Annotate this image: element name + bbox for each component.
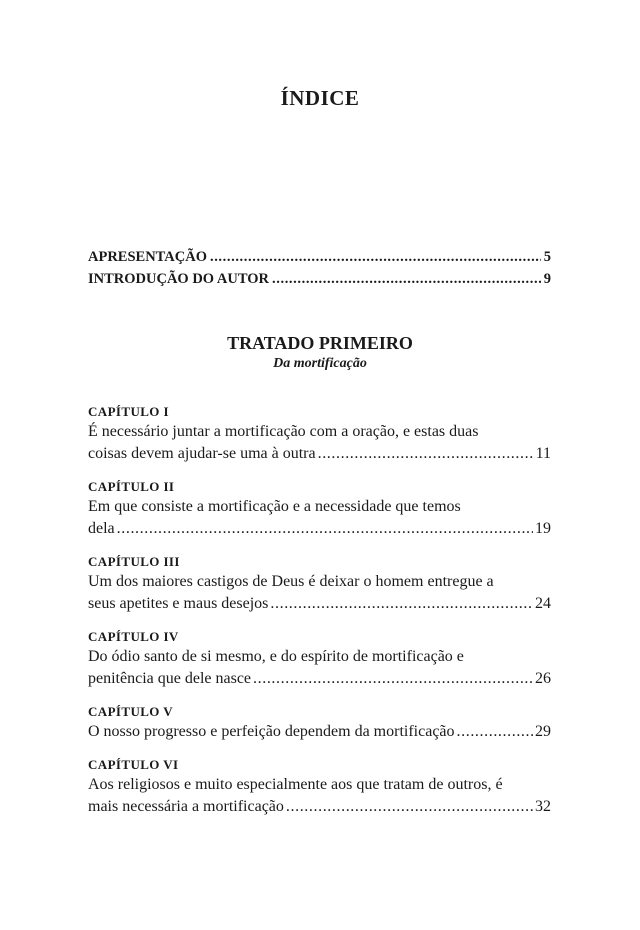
toc-entry-label: INTRODUÇÃO DO AUTOR xyxy=(88,271,270,287)
toc-page-number: 5 xyxy=(543,249,551,265)
chapter-title-line: coisas devem ajudar-se uma à outra xyxy=(88,445,316,462)
chapter-title-last-line xyxy=(88,443,551,465)
chapter-entry-3[interactable] xyxy=(88,552,551,615)
toc-entry-introducao[interactable] xyxy=(88,268,551,290)
page-title: ÍNDICE xyxy=(280,86,360,110)
chapter-title xyxy=(88,721,551,743)
chapter-title-line: É necessário juntar a mortificação com a oração, e estas duas xyxy=(88,423,479,440)
toc-page-number: 32 xyxy=(535,798,551,815)
toc-page-number: 19 xyxy=(535,520,551,537)
chapter-heading: CAPÍTULO III xyxy=(88,554,180,569)
chapter-entry-4[interactable] xyxy=(88,627,551,690)
chapter-title xyxy=(88,774,551,818)
chapter-title-last-line xyxy=(88,721,551,743)
dot-leader xyxy=(272,268,541,290)
chapter-title-line: seus apetites e maus desejos xyxy=(88,595,269,612)
chapter-title-line: O nosso progresso e perfeição dependem da mortificação xyxy=(88,723,455,740)
dot-leader xyxy=(286,796,533,818)
chapter-title-line: Em que consiste a mortificação e a necessidade que temos xyxy=(88,498,461,515)
front-matter-list xyxy=(88,246,551,290)
section-header xyxy=(0,331,640,372)
dot-leader xyxy=(117,518,533,540)
chapter-title-line: dela xyxy=(88,520,115,537)
dot-leader xyxy=(253,668,533,690)
section-subtitle: Da mortificação xyxy=(273,356,367,371)
chapter-title xyxy=(88,571,551,615)
chapter-list xyxy=(88,402,551,830)
toc-entry-label: APRESENTAÇÃO xyxy=(88,249,207,265)
toc-page-number: 9 xyxy=(543,271,551,287)
chapter-title-line: Do ódio santo de si mesmo, e do espírito de mortificação e xyxy=(88,648,464,665)
chapter-title-line: Aos religiosos e muito especialmente aos que tratam de outros, é xyxy=(88,776,503,793)
chapter-title xyxy=(88,421,551,465)
chapter-heading: CAPÍTULO II xyxy=(88,479,175,494)
chapter-title-line: Um dos maiores castigos de Deus é deixar o homem entregue a xyxy=(88,573,494,590)
chapter-heading: CAPÍTULO IV xyxy=(88,629,179,644)
chapter-entry-1[interactable] xyxy=(88,402,551,465)
chapter-title-line: penitência que dele nasce xyxy=(88,670,252,687)
dot-leader xyxy=(270,593,533,615)
chapter-entry-2[interactable] xyxy=(88,477,551,540)
dot-leader xyxy=(457,721,533,743)
toc-page-number: 24 xyxy=(535,595,551,612)
chapter-heading: CAPÍTULO VI xyxy=(88,757,179,772)
section-title: TRATADO PRIMEIRO xyxy=(227,333,413,353)
chapter-title-last-line xyxy=(88,593,551,615)
toc-page-number: 11 xyxy=(535,445,551,462)
chapter-title xyxy=(88,496,551,540)
dot-leader xyxy=(210,246,541,268)
chapter-title-last-line xyxy=(88,668,551,690)
chapter-entry-6[interactable] xyxy=(88,755,551,818)
toc-page-number: 26 xyxy=(535,670,551,687)
chapter-entry-5[interactable] xyxy=(88,702,551,743)
dot-leader xyxy=(318,443,534,465)
chapter-heading: CAPÍTULO I xyxy=(88,404,169,419)
chapter-title xyxy=(88,646,551,690)
chapter-heading: CAPÍTULO V xyxy=(88,704,174,719)
toc-page-number: 29 xyxy=(535,723,551,740)
chapter-title-line: mais necessária a mortificação xyxy=(88,798,284,815)
toc-entry-apresentacao[interactable] xyxy=(88,246,551,268)
chapter-title-last-line xyxy=(88,796,551,818)
chapter-title-last-line xyxy=(88,518,551,540)
